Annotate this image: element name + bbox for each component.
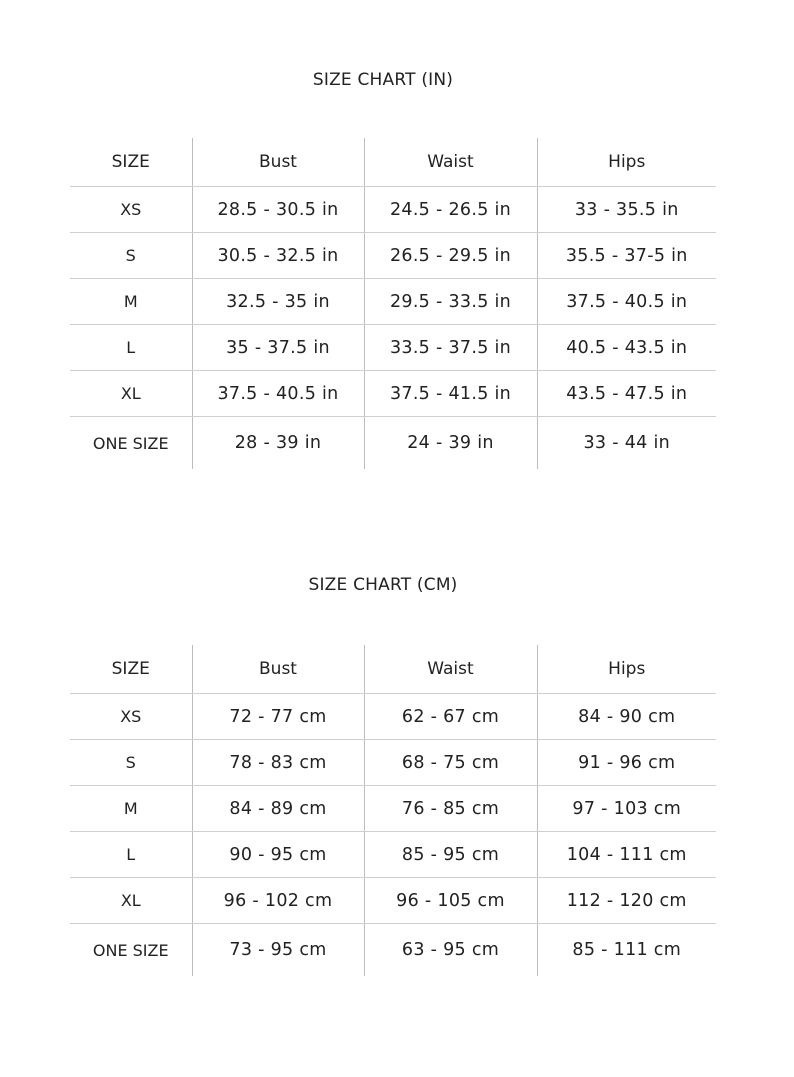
bust-cell: 96 - 102 cm — [192, 878, 364, 924]
table-row — [70, 187, 716, 233]
column-header-hips: Hips — [537, 138, 716, 187]
column-header-waist: Waist — [364, 645, 537, 694]
bust-cell: 28 - 39 in — [192, 417, 364, 470]
waist-cell: 76 - 85 cm — [364, 786, 537, 832]
hips-cell: 33 - 35.5 in — [537, 187, 716, 233]
waist-cell: 24.5 - 26.5 in — [364, 187, 537, 233]
waist-cell: 37.5 - 41.5 in — [364, 371, 537, 417]
size-cell: XL — [70, 878, 192, 924]
bust-cell: 90 - 95 cm — [192, 832, 364, 878]
size-cell: M — [70, 279, 192, 325]
hips-cell: 37.5 - 40.5 in — [537, 279, 716, 325]
table-row — [70, 417, 716, 470]
hips-cell: 112 - 120 cm — [537, 878, 716, 924]
waist-cell: 29.5 - 33.5 in — [364, 279, 537, 325]
column-header-bust: Bust — [192, 138, 364, 187]
bust-cell: 37.5 - 40.5 in — [192, 371, 364, 417]
table-row — [70, 694, 716, 740]
hips-cell: 35.5 - 37-5 in — [537, 233, 716, 279]
size-chart-cm-table — [70, 645, 716, 976]
table-row — [70, 878, 716, 924]
bust-cell: 73 - 95 cm — [192, 924, 364, 977]
bust-cell: 78 - 83 cm — [192, 740, 364, 786]
size-cell: ONE SIZE — [92, 940, 169, 960]
hips-cell: 43.5 - 47.5 in — [537, 371, 716, 417]
waist-cell: 63 - 95 cm — [364, 924, 537, 977]
size-cell: L — [70, 832, 192, 878]
size-cell: ONE SIZE — [92, 433, 169, 453]
waist-cell: 33.5 - 37.5 in — [364, 325, 537, 371]
size-chart-in-title: SIZE CHART (IN) — [312, 70, 454, 90]
size-cell: S — [70, 233, 192, 279]
size-chart-cm-title: SIZE CHART (CM) — [308, 575, 458, 595]
bust-cell: 72 - 77 cm — [192, 694, 364, 740]
bust-cell: 30.5 - 32.5 in — [192, 233, 364, 279]
bust-cell: 32.5 - 35 in — [192, 279, 364, 325]
hips-cell: 104 - 111 cm — [537, 832, 716, 878]
hips-cell: 33 - 44 in — [537, 417, 716, 470]
table-row — [70, 786, 716, 832]
table-row — [70, 233, 716, 279]
bust-cell: 35 - 37.5 in — [192, 325, 364, 371]
bust-cell: 84 - 89 cm — [192, 786, 364, 832]
table-header-row — [70, 645, 716, 694]
waist-cell: 62 - 67 cm — [364, 694, 537, 740]
table-row — [70, 279, 716, 325]
hips-cell: 85 - 111 cm — [537, 924, 716, 977]
hips-cell: 84 - 90 cm — [537, 694, 716, 740]
table-row — [70, 740, 716, 786]
column-header-size: SIZE — [70, 138, 192, 187]
hips-cell: 97 - 103 cm — [537, 786, 716, 832]
waist-cell: 85 - 95 cm — [364, 832, 537, 878]
hips-cell: 40.5 - 43.5 in — [537, 325, 716, 371]
size-cell: M — [70, 786, 192, 832]
table-row — [70, 924, 716, 977]
size-cell: S — [70, 740, 192, 786]
table-row — [70, 325, 716, 371]
size-cell: L — [70, 325, 192, 371]
hips-cell: 91 - 96 cm — [537, 740, 716, 786]
column-header-size: SIZE — [70, 645, 192, 694]
table-header-row — [70, 138, 716, 187]
size-cell: XS — [70, 187, 192, 233]
column-header-hips: Hips — [537, 645, 716, 694]
column-header-waist: Waist — [364, 138, 537, 187]
bust-cell: 28.5 - 30.5 in — [192, 187, 364, 233]
table-row — [70, 371, 716, 417]
waist-cell: 26.5 - 29.5 in — [364, 233, 537, 279]
waist-cell: 68 - 75 cm — [364, 740, 537, 786]
waist-cell: 24 - 39 in — [364, 417, 537, 470]
waist-cell: 96 - 105 cm — [364, 878, 537, 924]
column-header-bust: Bust — [192, 645, 364, 694]
size-cell: XL — [70, 371, 192, 417]
size-cell: XS — [70, 694, 192, 740]
size-chart-in-table — [70, 138, 716, 469]
table-row — [70, 832, 716, 878]
